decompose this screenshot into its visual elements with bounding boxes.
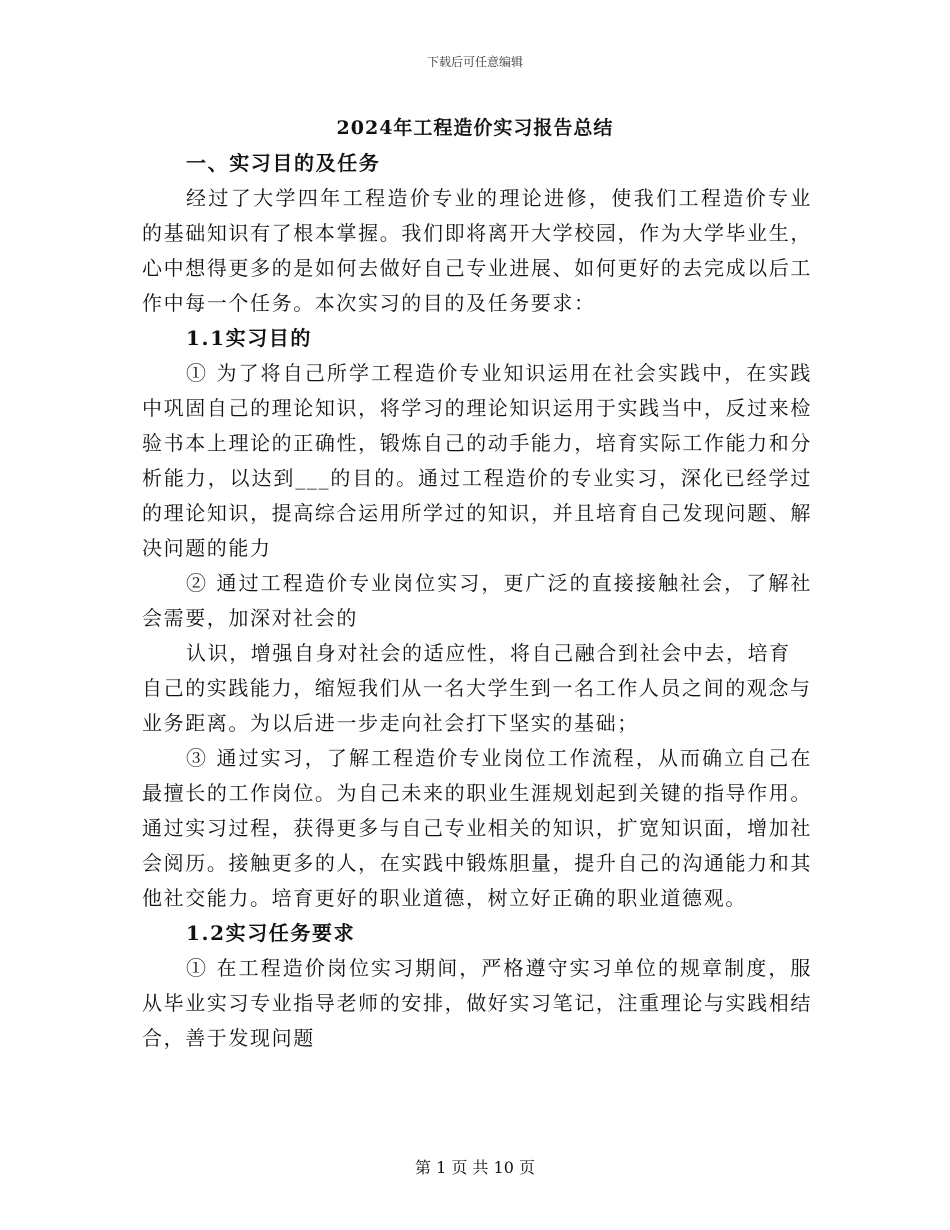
page-header-note: 下载后可任意编辑 xyxy=(426,55,523,69)
page-number-footer: 第 1 页 共 10 页 xyxy=(415,1158,535,1177)
intro-paragraph: 经过了大学四年工程造价专业的理论进修，使我们工程造价专业的基础知识有了根本掌握。我们即将离开大学校园，作为大学毕业生，心中想得更多的是如何去做好自己专业进展、如何更好的去完成以后工作中每一个任务。本次实习的目的及任务要求： xyxy=(142,186,812,315)
purpose-paragraph-1: ① 为了将自己所学工程造价专业知识运用在社会实践中，在实践中巩固自己的理论知识，将学习的理论知识运用于实践当中，反过来检验书本上理论的正确性，锻炼自己的动手能力，培育实际工作能力和分析能力，以达到___的目的。通过工程造价的专业实习，深化已经学过的理论知识，提高综合运用所学过的知识，并且培育自己发现问题、解决问题的能力 xyxy=(142,361,812,560)
task-paragraph-1: ① 在工程造价岗位实习期间，严格遵守实习单位的规章制度，服从毕业实习专业指导老师的安排，做好实习笔记，注重理论与实践相结合，善于发现问题 xyxy=(142,956,812,1050)
purpose-paragraph-2: ② 通过工程造价专业岗位实习，更广泛的直接接触社会，了解社会需要，加深对社会的 xyxy=(142,571,812,630)
document-body xyxy=(142,146,812,1056)
section-heading-1: 一、实习目的及任务 xyxy=(186,151,381,175)
purpose-paragraph-2-continued: 认识，增强自身对社会的适应性，将自己融合到社会中去，培育自己的实践能力，缩短我们从一名大学生到一名工作人员之间的观念与业务距离。为以后进一步走向社会打下坚实的基础； xyxy=(142,641,812,735)
subsection-heading-1-2: 1.2实习任务要求 xyxy=(186,921,356,945)
subsection-heading-1-1: 1.1实习目的 xyxy=(186,326,312,350)
purpose-paragraph-3: ③ 通过实习，了解工程造价专业岗位工作流程，从而确立自己在最擅长的工作岗位。为自己未来的职业生涯规划起到关键的指导作用。通过实习过程，获得更多与自己专业相关的知识，扩宽知识面，增加社会阅历。接触更多的人，在实践中锻炼胆量，提升自己的沟通能力和其他社交能力。培育更好的职业道德，树立好正确的职业道德观。 xyxy=(142,746,812,910)
document-title: 2024年工程造价实习报告总结 xyxy=(336,117,614,139)
